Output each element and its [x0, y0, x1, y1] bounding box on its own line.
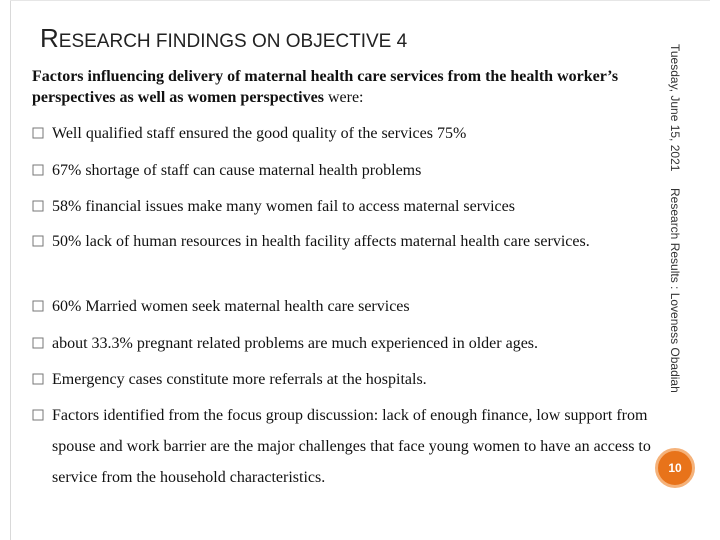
checkbox-square-icon	[32, 200, 44, 212]
list-item	[32, 226, 652, 257]
list-item-text: Factors identified from the focus group discussion: lack of enough finance, low support from spouse and work barrier are the major challenges that face young women to have an access to service from the household characteristics.	[52, 407, 651, 486]
page-number-badge	[655, 448, 695, 488]
list-item	[32, 155, 652, 186]
slide-frame-left-border	[10, 0, 11, 540]
checkbox-square-icon	[32, 127, 44, 139]
list-item	[32, 364, 652, 395]
list-item-text: 58% financial issues make many women fail to access maternal services	[52, 198, 515, 215]
vertical-date-label: Tuesday, June 15, 2021	[668, 44, 682, 172]
intro-bold-text: Factors influencing delivery of maternal health care services from the health worker’s perspectives as well as women perspectives	[32, 68, 619, 106]
slide-frame-top-border	[10, 0, 710, 1]
checkbox-square-icon	[32, 373, 44, 385]
list-item	[32, 400, 652, 493]
checkbox-square-icon	[32, 337, 44, 349]
list-item-text: about 33.3% pregnant related problems are much experienced in older ages.	[52, 335, 539, 352]
title-initial-f: F	[155, 31, 168, 52]
list-item	[32, 118, 652, 149]
vertical-credit-label: Research Results : Loveness Obadiah	[668, 188, 682, 393]
intro-tail-text: were:	[323, 89, 364, 106]
list-item-text: 67% shortage of staff can cause maternal health problems	[52, 162, 422, 179]
list-item-text: Well qualified staff ensured the good quality of the services 75%	[52, 125, 467, 142]
list-item-text: 60% Married women seek maternal health care services	[52, 298, 410, 315]
checkbox-square-icon	[32, 409, 44, 421]
list-item	[32, 191, 652, 222]
title-initial-r: R	[40, 23, 59, 53]
list-item-text: Emergency cases constitute more referrals at the hospitals.	[52, 371, 427, 388]
checkbox-square-icon	[32, 235, 44, 247]
intro-paragraph	[32, 66, 642, 108]
slide-title	[40, 20, 407, 52]
checkbox-square-icon	[32, 164, 44, 176]
list-item-text: 50% lack of human resources in health facility affects maternal health care services.	[52, 233, 590, 250]
list-item	[32, 291, 652, 322]
checkbox-square-icon	[32, 300, 44, 312]
page-number: 10	[668, 461, 682, 475]
list-item	[32, 328, 652, 359]
title-word1-rest: ESEARCH	[58, 31, 156, 52]
title-word2-rest: INDINGS ON OBJECTIVE 4	[167, 31, 408, 52]
